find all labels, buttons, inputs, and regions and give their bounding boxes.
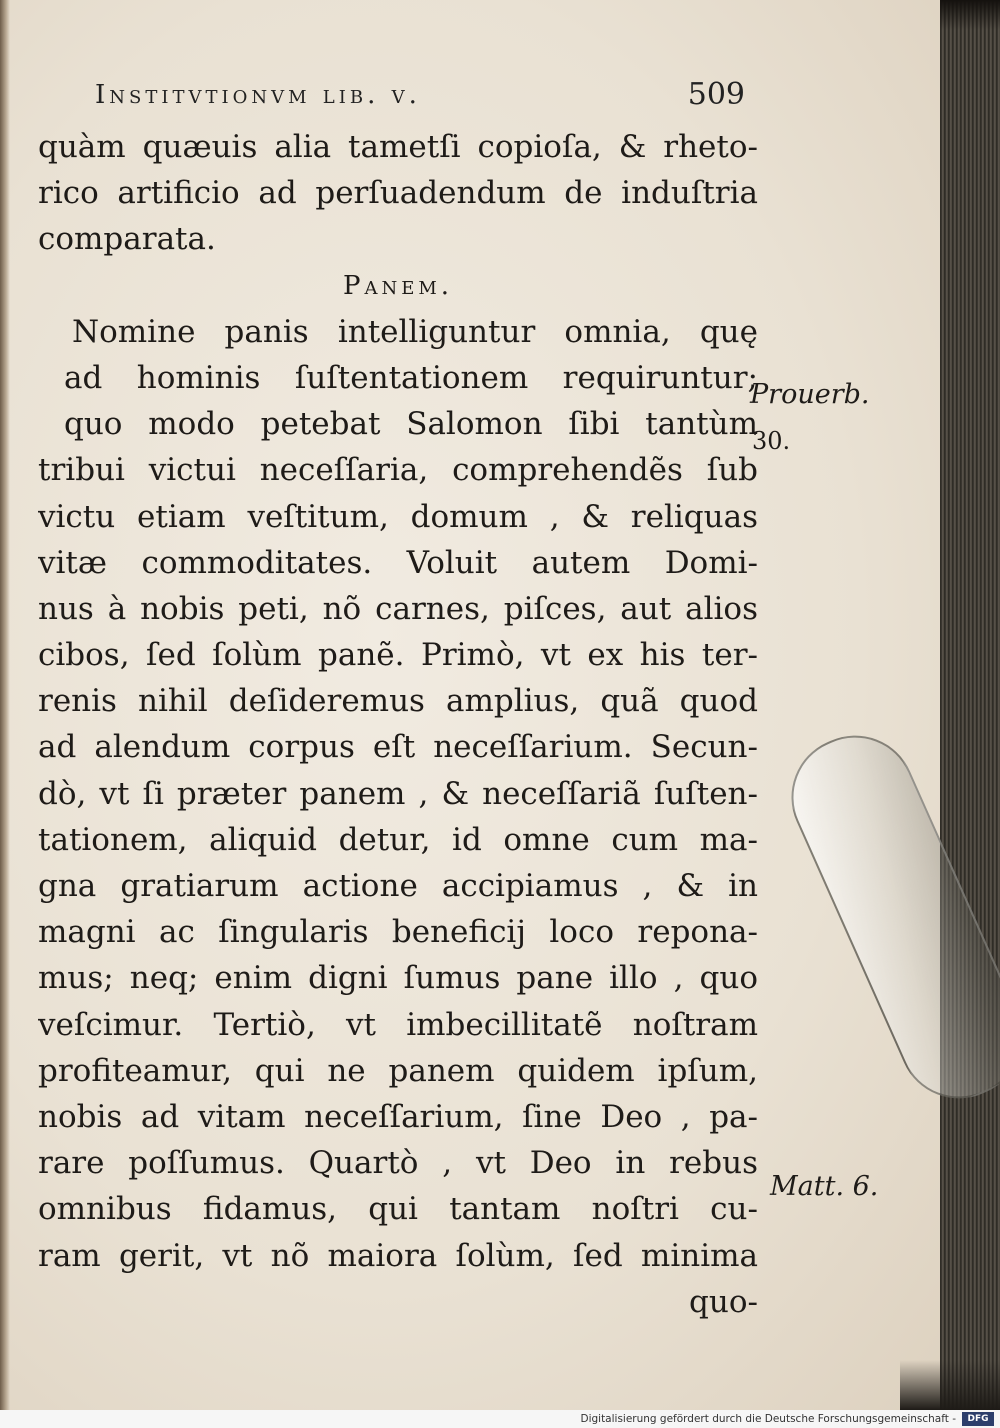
text-line: ram gerit, vt nõ maiora ſolùm, ſed minima xyxy=(38,1237,758,1274)
text-line: comparata. xyxy=(38,221,216,258)
text-line: vitæ commoditates. Voluit autem Domi- xyxy=(38,544,758,581)
dfg-logo: DFG xyxy=(962,1412,994,1426)
text-line: veſcimur. Tertiò, vt imbecillitatẽ noſtram xyxy=(38,1006,758,1043)
page-gutter-shadow xyxy=(0,0,10,1410)
text-line: ad hominis ſuſtentationem requiruntur; xyxy=(64,359,758,396)
book-fore-edge xyxy=(940,0,1000,1410)
text-line: profiteamur, qui ne panem quidem ipſum, xyxy=(38,1052,758,1089)
running-head-title: Institvtionvm lib. v. xyxy=(95,80,421,110)
catchword: quo- xyxy=(689,1283,758,1320)
digitization-credit: Digitalisierung gefördert durch die Deutsche Forschungsgemeinschaft - xyxy=(580,1413,956,1425)
text-line: tationem, aliquid detur, id omne cum ma- xyxy=(38,821,758,858)
marginal-note-proverbs: Prouerb. xyxy=(750,379,870,410)
text-line: magni ac ſingularis beneficij loco repona- xyxy=(38,914,758,951)
text-line: rare poſſumus. Quartò , vt Deo in rebus xyxy=(38,1145,758,1182)
text-line: gna gratiarum actione accipiamus , & in xyxy=(38,868,758,904)
text-line: Nomine panis intelliguntur omnia, quę xyxy=(72,313,758,350)
fore-edge-shadow-bottom xyxy=(900,1360,1000,1410)
marginal-note-matthew: Matt. 6. xyxy=(770,1171,879,1202)
text-line: nobis ad vitam neceſſarium, ſine Deo , pa- xyxy=(38,1098,758,1135)
text-line: ad alendum corpus eſt neceſſarium. Secun- xyxy=(38,729,758,766)
text-line: quàm quæuis alia tametſi copioſa, & rheto- xyxy=(38,129,758,165)
fore-edge-shadow-top xyxy=(940,0,1000,30)
text-line: victu etiam veſtitum, domum , & reliquas xyxy=(38,498,758,535)
running-head xyxy=(95,73,745,117)
text-line: dò, vt ſi præter panem , & neceſſariã ſuſten- xyxy=(38,775,758,812)
text-line: mus; neq; enim digni ſumus pane illo , quo xyxy=(38,960,758,997)
text-line: nus à nobis peti, nõ carnes, piſces, aut alios xyxy=(38,590,758,627)
text-line: omnibus fidamus, qui tantam noſtri cu- xyxy=(38,1191,758,1228)
page-number: 509 xyxy=(687,77,745,112)
text-line: cibos, ſed ſolùm panẽ. Primò, vt ex his ter- xyxy=(38,637,758,674)
text-line: quo modo petebat Salomon ſibi tantùm xyxy=(64,406,758,443)
text-line: tribui victui neceſſaria, comprehendẽs ſub xyxy=(38,452,758,489)
text-line: renis nihil deſideremus amplius, quã quod xyxy=(38,683,758,720)
text-line: rico artificio ad perſuadendum de induſtria xyxy=(38,175,758,212)
marginal-note-chapter: 30. xyxy=(752,427,791,455)
body-text xyxy=(38,124,758,1325)
section-heading: Panem. xyxy=(342,270,454,301)
